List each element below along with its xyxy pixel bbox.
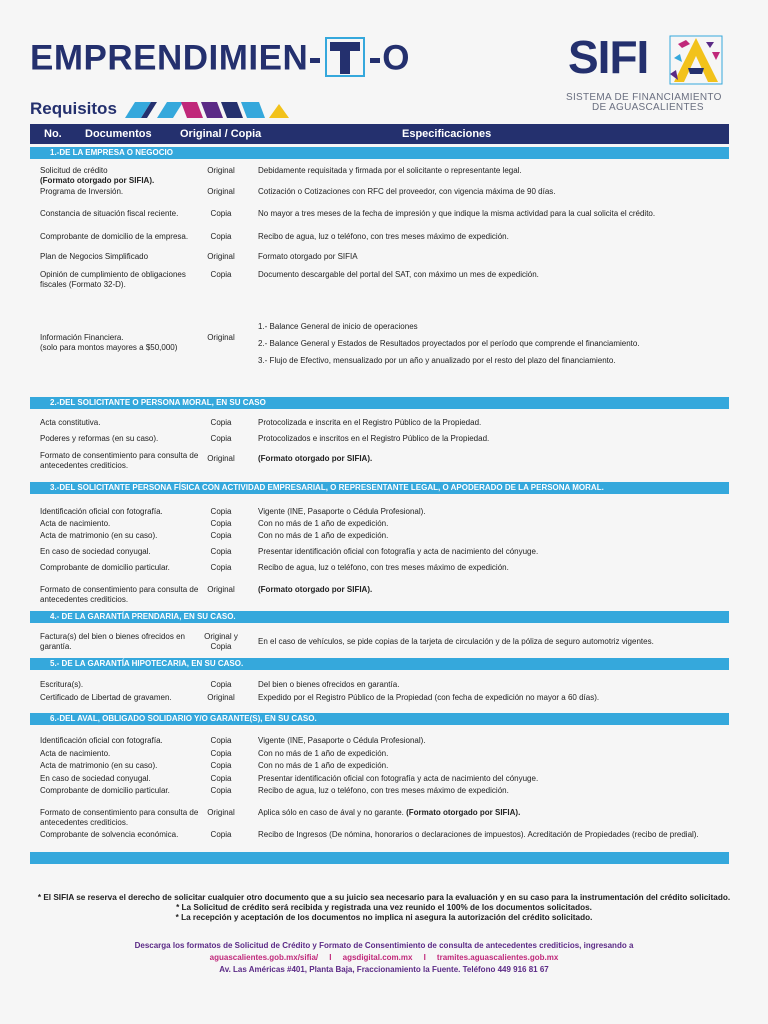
logo-wordmark: SIFI [568, 31, 649, 83]
requirements-page: EMPRENDIMIEN O Requisitos SIFI SISTEMA DE FINANCIAMIENTO DE AGUASCALIENTES No. Documentos Original / Copia Especificaciones 1.-DE LA EMPRESA O NEGOCIO Solicitud de crédito (Formato otorgado por SIFIA). Original Debidamente requisitada y firmada por el solicitante o representante legal. Programa de Inversión. Original Cotización o Cotizaciones con RFC del proveedor, con vigencia máxima de 90 días. Constancia de situación fiscal reciente. Copia No mayor a tres meses de la fecha de impresión y que indique la misma actividad para la cual solicita el crédito. Comprobante de domicilio de la empresa. Copia Recibo de agua, luz o teléfono, con tres meses máximo de expedición. Plan de Negocios Simplificado Original Formato otorgado por SIFIA Opinión de cumplimiento de obligaciones fiscales (Formato 32-D). Copia Documento descargable del portal del SAT, con máximo un mes de expedición. Información Financiera. (solo para montos mayores a $50,000) Original 1.- Balance General de inicio de operaciones 2.- Balance General y Estados de Resultados proyectados por el período que comprende el financiamiento. 3.- Flujo de Efectivo, mensualizado por un año y anualizado por el resto del plazo del financiamiento. 2.-DEL SOLICITANTE O PERSONA MORAL, EN SU CASO Acta constitutiva. Copia Protocolizada e inscrita en el Registro Público de la Propiedad. Poderes y reformas (en su caso). Copia Protocolizados e inscritos en el Registro Público de la Propiedad. Formato de consentimiento para consulta de antecedentes crediticios. Original (Formato otorgado por SIFIA). 3.-DEL SOLICITANTE PERSONA FÍSICA CON ACTIVIDAD EMPRESARIAL, O REPRESENTANTE LEGAL, O APODERADO DE LA PERSONA MORAL. Identificación oficial con fotografía. Copia Vigente (INE, Pasaporte o Cédula Profesional). Acta de nacimiento. Copia Con no más de 1 año de expedición. Acta de matrimonio (en su caso). Copia Con no más de 1 año de expedición. En caso de sociedad conyugal. Copia Presentar identificación oficial con fotografía y acta de nacimiento del cónyuge. Comprobante de domicilio particular. Copia Recibo de agua, luz o teléfono, con tres meses máximo de expedición. Formato de consentimiento para consulta de antecedentes crediticios. Original (Formato otorgado por SIFIA). 4.- DE LA GARANTÍA PRENDARIA, EN SU CASO. Factura(s) del bien o bienes ofrecidos en garantía. Original y Copia En el caso de vehículos, se pide copias de la tarjeta de circulación y de la póliza de seguro automotriz vigentes. 5.- DE LA GARANTÍA HIPOTECARIA, EN SU CASO. Escritura(s). Copia Del bien o bienes ofrecidos en garantía. Certificado de Libertad de gravamen. Original Expedido por el Registro Público de la Propiedad (con fecha de expedición no mayor a 60 días). 6.-DEL AVAL, OBLIGADO SOLIDARIO Y/O GARANTE(S), EN SU CASO. Identificación oficial con fotografía. Copia Vigente (INE, Pasaporte o Cédula Profesional). Acta de nacimiento. Copia Con no más de 1 año de expedición. Acta de matrimonio (en su caso). Copia Con no más de 1 año de expedición. En caso de sociedad conyugal. Copia Presentar identificación oficial con fotografía y acta de nacimiento del cónyuge. Comprobante de domicilio particular. Copia Recibo de agua, luz o teléfono, con tres meses máximo de expedición. Formato de consentimiento para consulta de antecedentes crediticios. Original Aplica sólo en caso de ával y no garante. (Formato otorgado por SIFIA). Comprobante de solvencia económica. Copia Recibo de Ingresos (De nómina, honorarios o declaraciones de impuestos). Acreditación de Propiedades (recibo de predial). * El SIFIA se reserva el derecho de solicitar cualquier otro documento que a su juicio sea necesario para la evaluación y en su caso para la instrumentación del crédito solicitado. * La Solicitud de crédito será recibida y registrada una vez reunido el 100% de los documentos solicitados. * La recepción y aceptación de los documentos no implica ni asegura la autorización del crédito solicitado. Descarga los formatos de Solicitud de Crédito y Formato de Consentimiento de consulta de antecedentes crediticios, ingresando a aguascalientes.gob.mx/sifia/ I agsdigital.com.mx I tramites.aguascalientes.gob.mx Av. Las Américas #401, Planta Baja, Fraccionamiento la Fuente. Teléfono 449 916 81 67 [0, 0, 768, 1024]
link-separator: I [423, 953, 426, 962]
note-1: * El SIFIA se reserva el derecho de solicitar cualquier otro documento que a su juicio sea necesario para la evaluación y en su caso para la instrumentación del crédito solicitado. [37, 893, 731, 902]
column-header-no: No. [44, 128, 62, 140]
title-text-left: EMPRENDIMIEN [30, 38, 309, 78]
title-dash [310, 58, 320, 63]
title-dash-2 [370, 58, 380, 63]
link-tramites[interactable]: tramites.aguascalientes.gob.mx [436, 953, 559, 962]
section-header: 5.- DE LA GARANTÍA HIPOTECARIA, EN SU CASO. [30, 658, 729, 670]
section-header: 4.- DE LA GARANTÍA PRENDARIA, EN SU CASO. [30, 611, 729, 623]
column-header-documentos: Documentos [85, 128, 152, 140]
table-footer-bar [30, 852, 729, 864]
column-header-original-copia: Original / Copia [180, 128, 262, 140]
note-3: * La recepción y aceptación de los documentos no implica ni asegura la autorización del crédito solicitado. [175, 913, 593, 922]
download-links [0, 953, 768, 963]
sifia-logo [566, 31, 738, 114]
section-header: 6.-DEL AVAL, OBLIGADO SOLIDARIO Y/O GARANTE(S), EN SU CASO. [30, 713, 729, 725]
logo-line-1: SISTEMA DE FINANCIAMIENTO [566, 92, 722, 103]
title-t-icon [324, 36, 366, 76]
download-text: Descarga los formatos de Solicitud de Crédito y Formato de Consentimiento de consulta de antecedentes crediticios, ingresando a [134, 941, 634, 950]
decorative-stripes-icon [125, 100, 305, 120]
logo-line-2: DE AGUASCALIENTES [592, 102, 704, 113]
logo-a-mark-icon [666, 34, 726, 86]
section-header: 3.-DEL SOLICITANTE PERSONA FÍSICA CON ACTIVIDAD EMPRESARIAL, O REPRESENTANTE LEGAL, O APODERADO DE LA PERSONA MORAL. [30, 482, 729, 494]
section-header: 2.-DEL SOLICITANTE O PERSONA MORAL, EN SU CASO [30, 397, 729, 409]
table-header [30, 124, 729, 144]
link-separator: I [329, 953, 332, 962]
address: Av. Las Américas #401, Planta Baja, Fraccionamiento la Fuente. Teléfono 449 916 81 67 [219, 965, 549, 974]
column-header-especificaciones: Especificaciones [402, 128, 492, 140]
section-header: 1.-DE LA EMPRESA O NEGOCIO [30, 147, 729, 159]
note-2: * La Solicitud de crédito será recibida y registrada una vez reunido el 100% de los documentos solicitados. [176, 903, 592, 912]
link-aguascalientes-sifia[interactable]: aguascalientes.gob.mx/sifia/ [209, 953, 319, 962]
page-title [30, 40, 410, 80]
title-text-right: O [382, 38, 410, 78]
link-agsdigital[interactable]: agsdigital.com.mx [342, 953, 413, 962]
page-subtitle: Requisitos [30, 99, 117, 118]
